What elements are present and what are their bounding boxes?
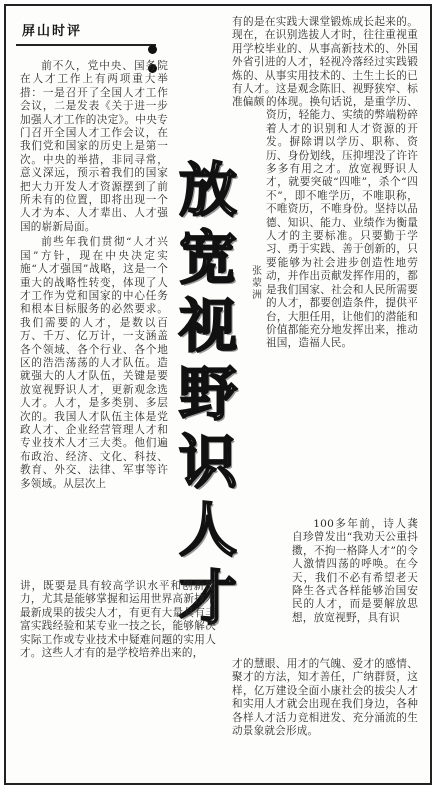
headline-char: 野: [178, 360, 237, 428]
article-text-bottom-right: [232, 658, 418, 776]
article-text-right: [266, 96, 418, 516]
author-byline: [250, 266, 264, 302]
paragraph: 有的是在实践大课堂锻炼成长起来的。现在，在识别选拔人才时，往往重视重用学校毕业的、从事高新技术的、外国外省引进的人才，轻视冷落经过实践锻炼的、从事实用技术的、土生土长的已有人才。这是观念陈旧、视野狭窄、标准偏颇: [232, 16, 418, 109]
headline-char: 人: [178, 496, 237, 564]
article-text-left: [20, 60, 168, 580]
header-rule: [16, 44, 156, 46]
article-text-top-right: [232, 16, 418, 109]
paragraph-levels: 讲，既要是具有较高学识水平和创新能力，尤其是能够掌握和运用世界高新技术最新成果的拔尖人才，有更有大量具有丰富实践经验和某专业一技之长，能够解决实际工作或专业技术中疑难问题的实用人才。这些人才有的是学校培养出来的，: [20, 580, 216, 660]
paragraph-strategy: 前些年我们贯彻“人才兴国”方针，现在中央决定实施“人才强国”战略，这是一个重大的战略性转变，体现了人才工作为党和国家的中心任务和根本目标服务的必然要求。我们需要的人才，是数以百万、千万、亿万计，一支涵盖各个领域、各个行业、各个地区的浩浩荡荡的人才队伍。造就强大的人才队伍，关键是要放宽视野识人才，更新观念选人才。人才，是多类别、多层次的。我国人才队伍主体是党政人才、企业经营管理人才和专业技术人才三大类。他们遍布政治、经济、文化、科技、教育、外交、法律、军事等许多领域。从层次上: [20, 236, 168, 490]
dot-icon: [148, 45, 157, 54]
author-char: 张: [252, 266, 262, 277]
article-text-bottom-left: [20, 580, 216, 776]
column-header: [16, 14, 166, 48]
author-char: 蒙: [252, 278, 262, 289]
newspaper-page: [4, 4, 432, 785]
author-char: 洲: [252, 290, 262, 301]
paragraph-conclusion: 才的慧眼、用才的气魄、爱才的感情、聚才的方法，知才善任，广纳群贤，这样，亿万建设全面小康社会的拔尖人才和实用人才就会出现在我们身边，各种各样人才活力竞相迸发、充分涌流的生动景象就会形成。: [232, 658, 418, 738]
column-title: 屏山时评: [22, 24, 83, 39]
paragraph-intro: 前不久，党中央、国务院在人才工作上有两项重大举措：一是召开了全国人才工作会议，二是发表《关于进一步加强人才工作的决定》。中央专门召开全国人才工作会议，在我们党和国家的历史上是第一次。中央的举措，非同寻常，意义深远，预示着我们的国家把大力开发人才资源摆到了前所未有的位置，即将出现一个人才为本、人才辈出、人才强国的崭新局面。: [20, 60, 168, 233]
article-text-right-lower: [292, 518, 418, 658]
headline: [168, 156, 248, 632]
headline-char: 放: [178, 156, 237, 224]
headline-char: 宽: [178, 224, 237, 292]
headline-char: 识: [178, 428, 237, 496]
paragraph-poet: 100多年前，诗人龚自珍曾发出“我劝天公重抖擞，不拘一格降人才”的令人激情四荡的呼唤。在今天，我们不必有希望老天降生各式各样能够治国安民的人才，而是要解放思想，放宽视野，具有识: [292, 518, 418, 624]
paragraph-standards: 的体现。换句话说，是重学历、资历，轻能力、实绩的弊端粉碎着人才的识别和人才资源的开发。摒除谓以学历、职称、资历、身份划线，压抑埋没了许许多多有用之才。放宽视野识人才，就要突破“四唯”，杀个“四不”，即不唯学历，不唯职称，不唯资历，不唯身份。坚持以品德、知识、能力、业绩作为衡量人才的主要标准。只要勤于学习、勇于实践、善于创新的，只要能够为社会进步创造性地劳动，并作出贡献发挥作用的，都是我们国家、社会和人民所需要的人才，都要创造条件，提供平台，大胆任用，让他们的潜能和价值都能充分地发挥出来，推动祖国，造福人民。: [266, 96, 418, 350]
headline-char: 视: [178, 292, 237, 360]
headline-char: 才: [178, 564, 237, 632]
